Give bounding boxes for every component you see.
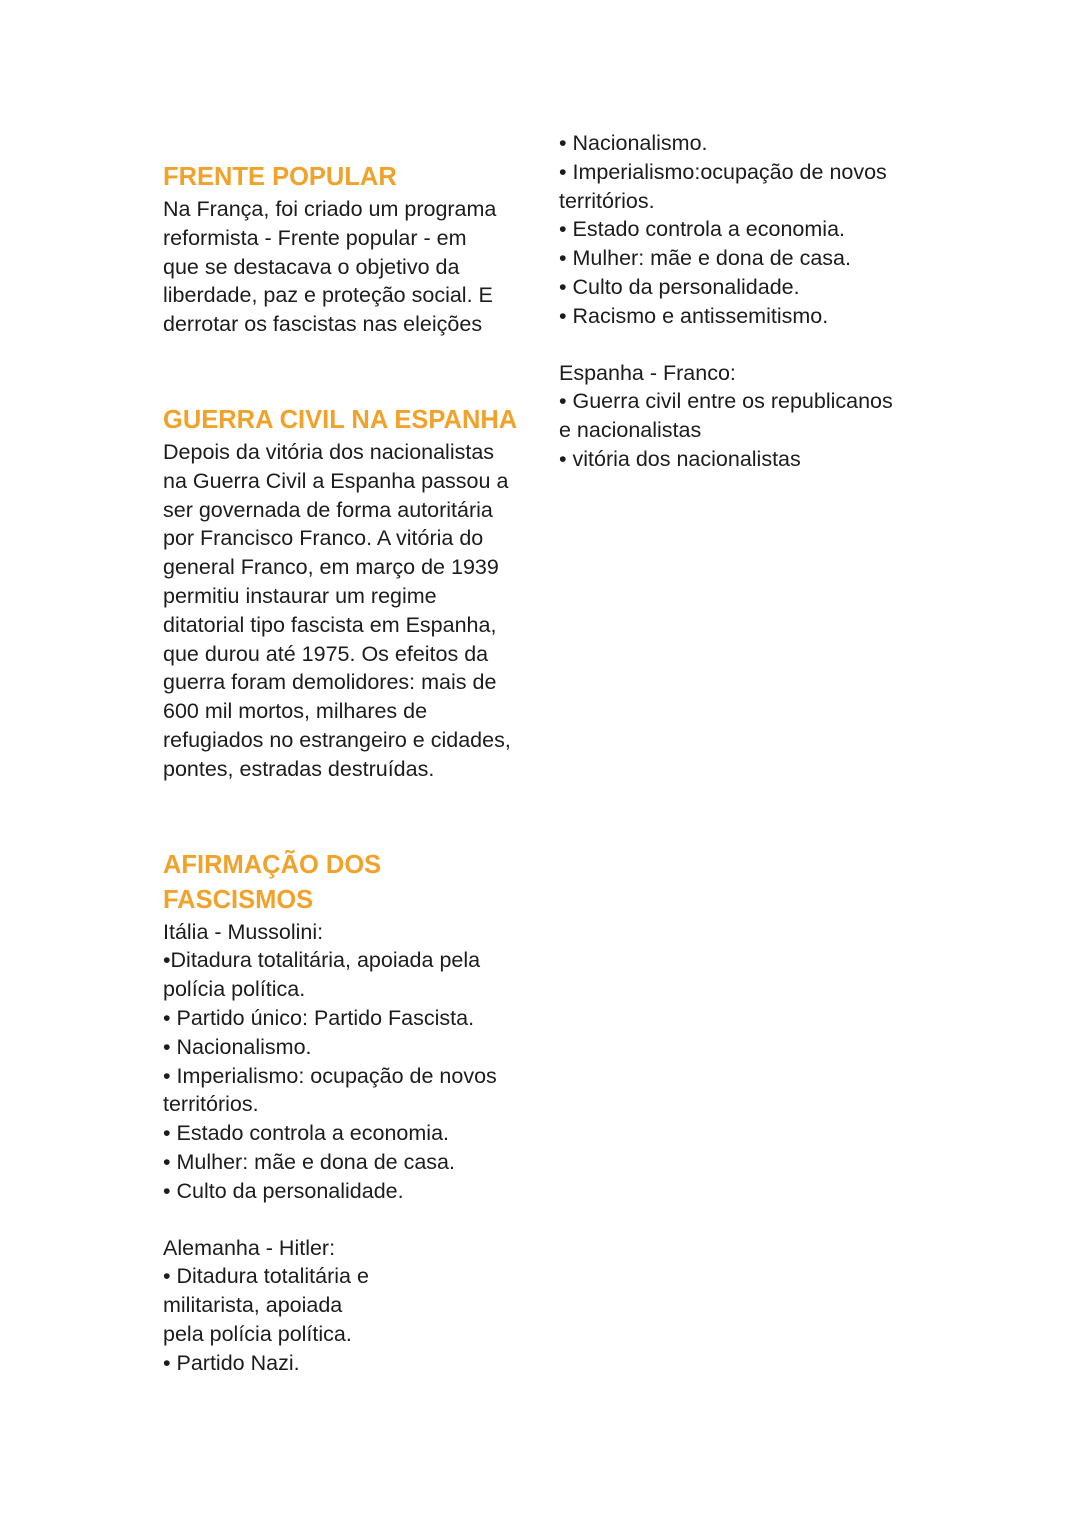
bullet-line: • Mulher: mãe e dona de casa. xyxy=(163,1149,455,1174)
spacer xyxy=(163,1206,543,1234)
section-body xyxy=(163,195,543,339)
bullet-line: • Guerra civil entre os republicanos xyxy=(559,389,893,414)
title-line: AFIRMAÇÃO DOS xyxy=(163,850,382,879)
bullet-line: e nacionalistas xyxy=(559,418,702,443)
spacer xyxy=(163,339,543,403)
body-line: ser governada de forma autoritária xyxy=(163,497,493,522)
body-line: general Franco, em março de 1939 xyxy=(163,555,499,580)
section-frente-popular xyxy=(163,160,543,339)
bullet-line: • Culto da personalidade. xyxy=(163,1178,404,1203)
right-column xyxy=(559,129,939,474)
bullet-line: territórios. xyxy=(559,188,655,213)
bullet-line: • Estado controla a economia. xyxy=(163,1121,449,1146)
body-line: ditatorial tipo fascista em Espanha, xyxy=(163,612,497,637)
body-line: que se destacava o objetivo da xyxy=(163,254,460,279)
body-line: derrotar os fascistas nas eleições xyxy=(163,312,483,337)
body-line: liberdade, paz e proteção social. E xyxy=(163,283,493,308)
body-line: reformista - Frente popular - em xyxy=(163,225,467,250)
bullet-line: • Culto da personalidade. xyxy=(559,274,800,299)
subsection-label: Alemanha - Hitler: xyxy=(163,1235,336,1260)
body-line: que durou até 1975. Os efeitos da xyxy=(163,641,489,666)
subsection-label: Itália - Mussolini: xyxy=(163,919,324,944)
body-line: por Francisco Franco. A vitória do xyxy=(163,526,484,551)
bullet-line: • Nacionalismo. xyxy=(163,1034,312,1059)
bullet-line: • Partido único: Partido Fascista. xyxy=(163,1005,475,1030)
alemanha-continued xyxy=(559,129,939,331)
bullet-line: • Estado controla a economia. xyxy=(559,217,845,242)
espanha-block xyxy=(559,359,939,474)
bullet-line: •Ditadura totalitária, apoiada pela xyxy=(163,948,481,973)
bullet-line: • Mulher: mãe e dona de casa. xyxy=(559,246,851,271)
bullet-line: polícia política. xyxy=(163,977,306,1002)
bullet-line: • Partido Nazi. xyxy=(163,1350,300,1375)
italia-block xyxy=(163,918,543,1206)
bullet-line: • vitória dos nacionalistas xyxy=(559,446,801,471)
bullet-line: • Ditadura totalitária e xyxy=(163,1264,369,1289)
bullet-line: militarista, apoiada xyxy=(163,1293,343,1318)
body-line: Na França, foi criado um programa xyxy=(163,197,497,221)
subsection-label: Espanha - Franco: xyxy=(559,360,736,385)
bullet-line: • Nacionalismo. xyxy=(559,131,708,155)
bullet-line: territórios. xyxy=(163,1092,259,1117)
section-body xyxy=(163,438,543,784)
body-line: pontes, estradas destruídas. xyxy=(163,756,435,781)
spacer xyxy=(163,784,543,848)
alemanha-block xyxy=(163,1234,543,1378)
body-line: na Guerra Civil a Espanha passou a xyxy=(163,468,509,493)
section-guerra-civil xyxy=(163,403,543,784)
bullet-line: • Imperialismo:ocupação de novos xyxy=(559,159,887,184)
spacer xyxy=(559,331,939,359)
body-line: guerra foram demolidores: mais de xyxy=(163,670,497,695)
bullet-line: • Imperialismo: ocupação de novos xyxy=(163,1063,497,1088)
bullet-line: • Racismo e antissemitismo. xyxy=(559,303,829,328)
section-title xyxy=(163,848,543,918)
section-title: GUERRA CIVIL NA ESPANHA xyxy=(163,405,518,434)
section-title: FRENTE POPULAR xyxy=(163,163,397,191)
body-line: refugiados no estrangeiro e cidades, xyxy=(163,727,511,752)
left-column xyxy=(163,160,543,1378)
body-line: permitiu instaurar um regime xyxy=(163,583,437,608)
section-afirmacao-fascismos xyxy=(163,848,543,1378)
body-line: Depois da vitória dos nacionalistas xyxy=(163,439,495,464)
body-line: 600 mil mortos, milhares de xyxy=(163,699,428,724)
bullet-line: pela polícia política. xyxy=(163,1321,352,1346)
title-line: FASCISMOS xyxy=(163,885,314,914)
